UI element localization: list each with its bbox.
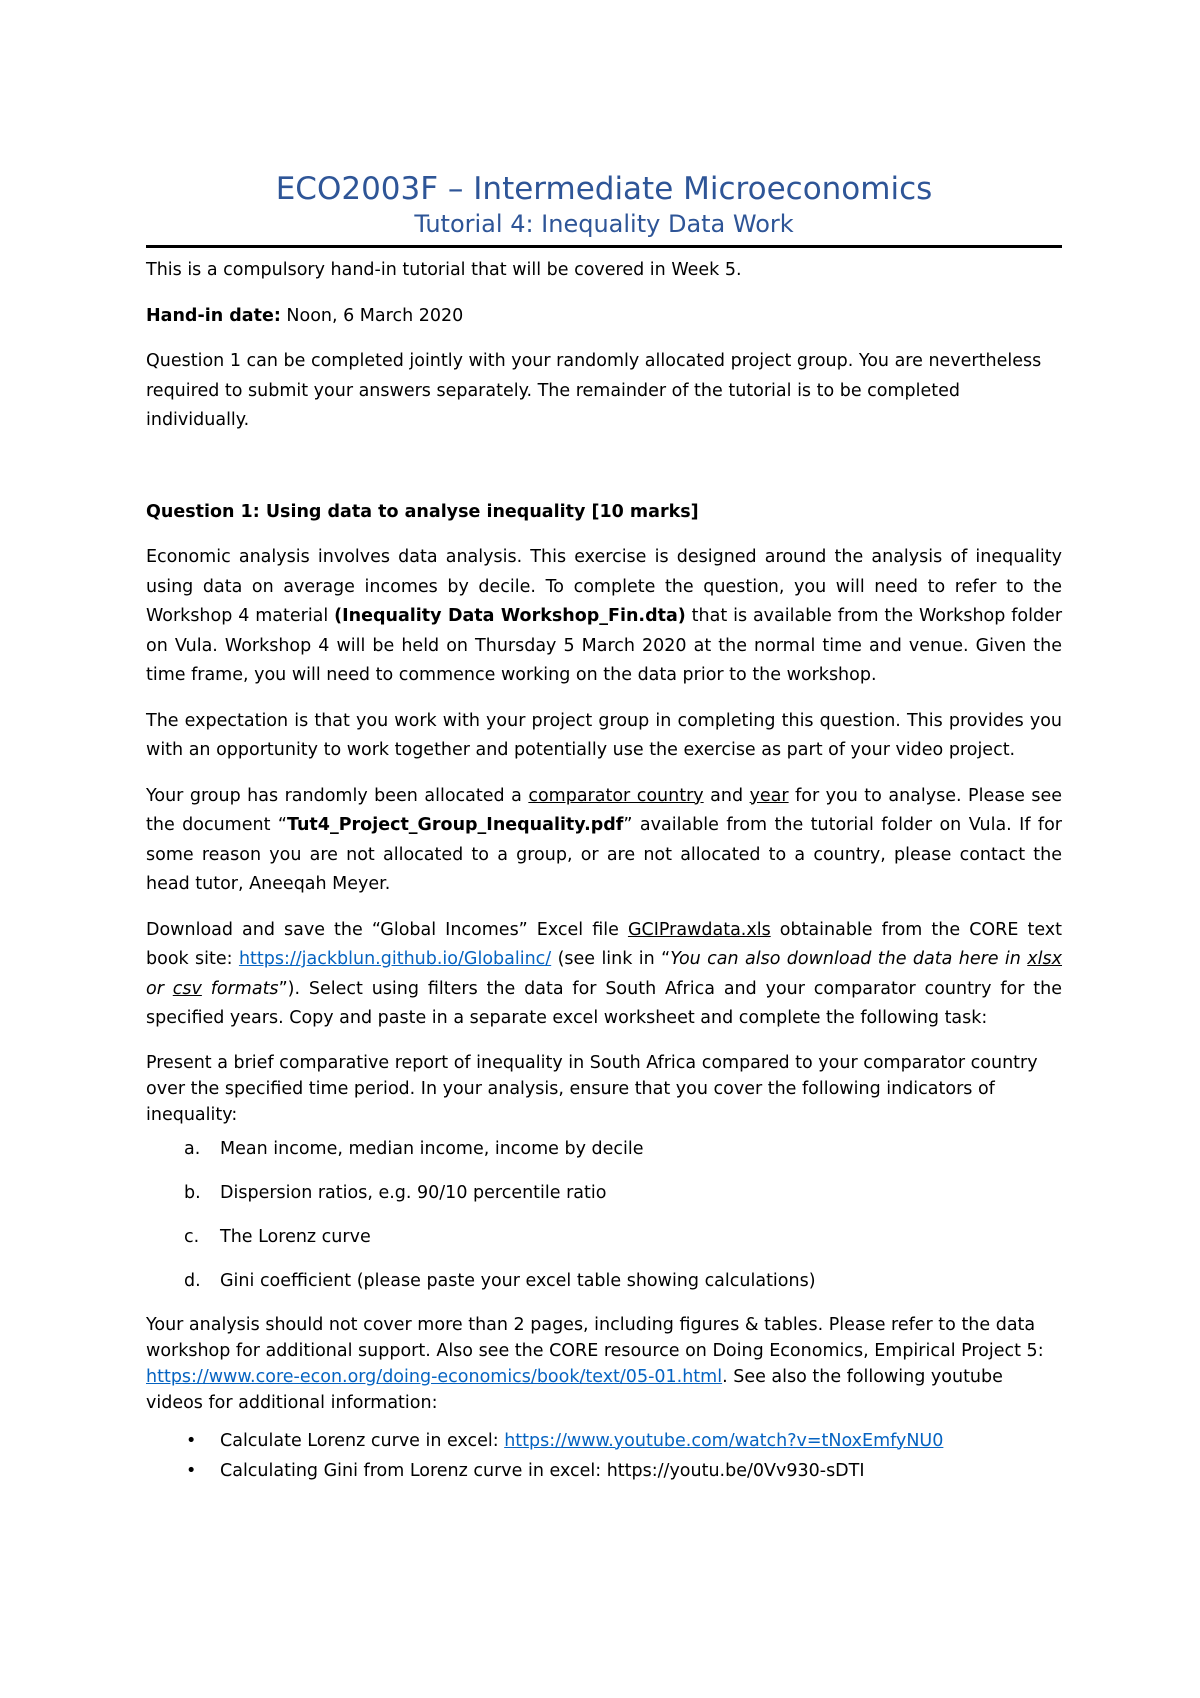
- download-note-text-3: formats: [201, 978, 279, 999]
- question-1-paragraph-4: [146, 916, 1062, 1034]
- list-marker: a.: [184, 1138, 201, 1159]
- para3-text-a: Your group has randomly been allocated a: [146, 785, 529, 806]
- para3-text-d: ” available from the tutorial folder on Vula. If for some reason you are not allocated to a group, or are not allocated to a country, please contact the head tutor, Aneeqah Meyer.: [146, 815, 1062, 894]
- video-label: Calculate Lorenz curve in excel:: [220, 1430, 505, 1451]
- para3-text-c: for you to analyse. Please see the document “: [146, 785, 1062, 835]
- question-1-paragraph-1: [146, 543, 1062, 691]
- para6-text-b: . See also the following youtube videos for additional information:: [146, 1366, 1003, 1413]
- compulsory-note: This is a compulsory hand-in tutorial that will be covered in Week 5.: [146, 260, 742, 280]
- core-econ-link[interactable]: https://www.core-econ.org/doing-economics/book/text/05-01.html: [146, 1366, 723, 1387]
- para4-text-a: Download and save the “Global Incomes” Excel file: [146, 919, 628, 940]
- csv-term: csv: [172, 978, 202, 999]
- para6-text-a: Your analysis should not cover more than 2 pages, including figures & tables. Please refer to the data workshop for additional support. Also see the CORE resource on Doing Economics, Empirical Project 5:: [146, 1314, 1044, 1361]
- question-1-paragraph-6: [146, 1312, 1062, 1416]
- gcip-file-name: GCIPrawdata.xls: [627, 919, 771, 940]
- year-term: year: [749, 785, 789, 806]
- document-title: ECO2003F – Intermediate Microeconomics: [275, 171, 933, 207]
- list-item: [146, 1268, 1062, 1294]
- group-note: Question 1 can be completed jointly with your randomly allocated project group. You are nevertheless required to submit your answers separately. The remainder of the tutorial is to be completed individually.: [146, 351, 1042, 430]
- group-doc-name: Tut4_Project_Group_Inequality.pdf: [286, 815, 624, 835]
- question-1-paragraph-5: Present a brief comparative report of inequality in South Africa compared to your comparator country over the specified time period. In your analysis, ensure that you cover the following indicators of inequality:: [146, 1052, 1038, 1125]
- indicator-list: [146, 1136, 1062, 1294]
- handin-date: [146, 302, 1062, 332]
- list-item: [146, 1458, 1062, 1484]
- bullet-icon: •: [186, 1460, 197, 1481]
- list-marker: b.: [184, 1182, 201, 1203]
- xlsx-term: xlsx: [1027, 949, 1062, 969]
- list-marker: d.: [184, 1270, 201, 1291]
- comparator-country-term: comparator country: [528, 785, 704, 806]
- bullet-icon: •: [186, 1430, 197, 1451]
- handin-label: Hand-in date:: [146, 305, 281, 326]
- para4-text-b: obtainable from the CORE text book site:: [146, 919, 1063, 969]
- list-item-text: Mean income, median income, income by decile: [220, 1138, 644, 1159]
- list-item: [146, 1224, 1062, 1250]
- download-note-text-1: You can also download the data here in: [670, 949, 1028, 969]
- para3-text-b: and: [703, 785, 750, 806]
- list-item: [146, 1180, 1062, 1206]
- list-item-text: The Lorenz curve: [220, 1226, 371, 1247]
- question-1-paragraph-2: The expectation is that you work with your project group in completing this question. This provides you with an opportunity to work together and potentially use the exercise as part of your video project.: [146, 710, 1062, 760]
- para4-text-c: (see link in “: [551, 949, 671, 969]
- gini-video-url: https://youtu.be/0Vv930-sDTI: [606, 1460, 865, 1481]
- list-item: [146, 1428, 1062, 1454]
- lorenz-video-link[interactable]: https://www.youtube.com/watch?v=tNoxEmfyNU0: [504, 1430, 944, 1451]
- handin-value: Noon, 6 March 2020: [280, 305, 464, 326]
- globalinc-link[interactable]: https://jackblun.github.io/Globalinc/: [238, 949, 552, 969]
- document-subtitle: Tutorial 4: Inequality Data Work: [414, 210, 794, 238]
- list-item-text: Dispersion ratios, e.g. 90/10 percentile ratio: [220, 1182, 607, 1203]
- list-item: [146, 1136, 1062, 1162]
- para1-text-a: Economic analysis involves data analysis. This exercise is designed around the analysis of inequality using data on average incomes by decile. To complete the question, you will need to refer to the Workshop 4 material: [146, 547, 1062, 626]
- video-list: [146, 1428, 1062, 1484]
- para1-text-b: that is available from the Workshop folder on Vula. Workshop 4 will be held on Thursday 5 March 2020 at the normal time and venue. Given the time frame, you will need to commence working on the data prior to the workshop.: [146, 606, 1063, 685]
- list-item-text: Gini coefficient (please paste your excel table showing calculations): [220, 1270, 816, 1291]
- section-spacer: [146, 452, 1062, 498]
- video-label: Calculating Gini from Lorenz curve in excel:: [220, 1460, 607, 1481]
- question-1-paragraph-3: [146, 782, 1062, 900]
- question-1-heading: Question 1: Using data to analyse inequality [10 marks]: [146, 501, 699, 522]
- document-content: [146, 170, 1062, 1488]
- download-note-text-2: or: [146, 978, 173, 999]
- list-marker: c.: [184, 1226, 200, 1247]
- title-divider: [146, 245, 1062, 248]
- workshop-file-name: (Inequality Data Workshop_Fin.dta): [334, 606, 686, 626]
- para4-text-d: ”). Select using filters the data for South Africa and your comparator country for the specified years. Copy and paste in a separate excel worksheet and complete the following task:: [146, 978, 1062, 1028]
